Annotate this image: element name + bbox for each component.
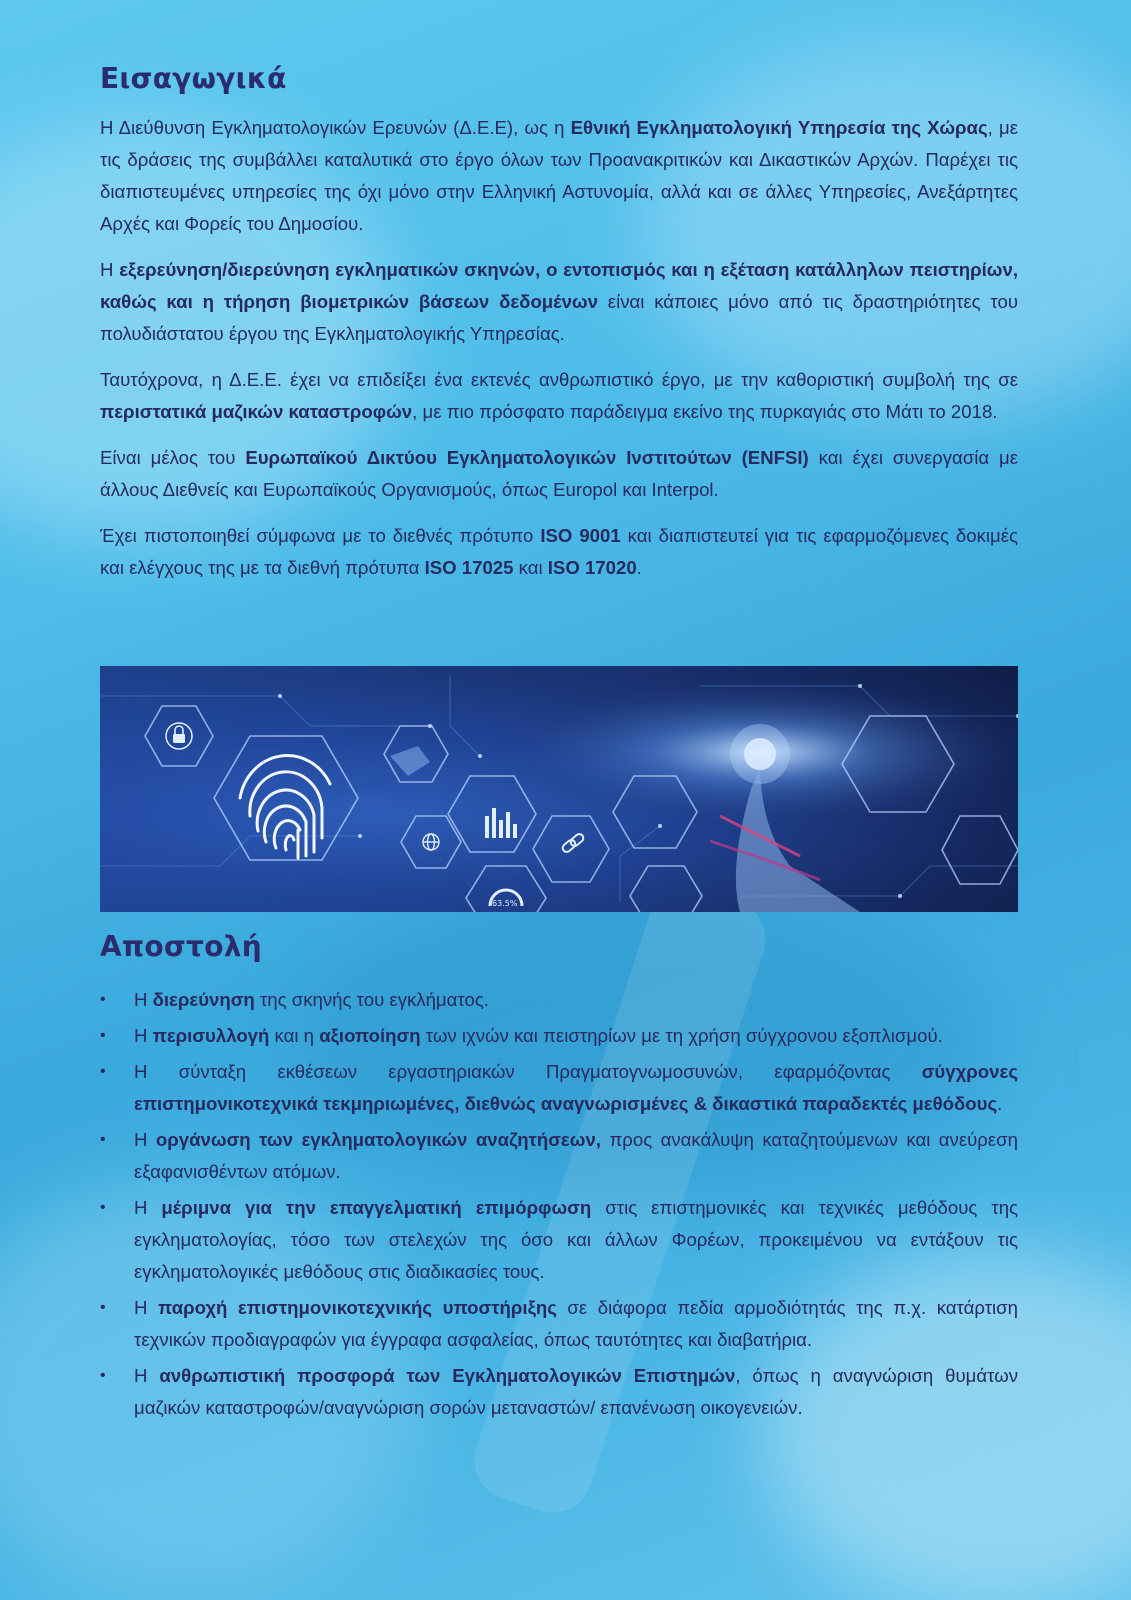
intro-paragraph-4 (100, 442, 1018, 506)
text: Η (134, 989, 153, 1010)
bold-text: εξερεύνηση/διερεύνηση εγκληματικών σκηνών, ο εντοπισμός και η εξέταση κατάλληλων πειστηρίων, καθώς και η τήρηση βιομετρικών βάσεων δεδομένων (100, 259, 1019, 312)
text: και έχει συνεργασία με άλλους Διεθνείς και Ευρωπαϊκούς Οργανισμούς, όπως Europol και Interpol. (100, 447, 1019, 500)
list-item (100, 1192, 1018, 1288)
list-item (100, 1292, 1018, 1356)
text: Είναι μέλος του (100, 447, 246, 468)
bold-text: ISO 17025 (424, 557, 514, 578)
text: , με τις δράσεις της συμβάλλει καταλυτικά στο έργο όλων των Προανακριτικών και Δικαστικών Αρχών. Παρέχει τις διαπιστευμένες υπηρεσίες της όχι μόνο στην Ελληνική Αστυνομία, αλλά και σε άλλες Υπηρεσίες, Ανεξάρτητες Αρχές και Φορείς του Δημοσίου. (100, 117, 1019, 234)
text: των ιχνών και πειστηρίων με τη χρήση σύγχρονου εξοπλισμού. (420, 1025, 943, 1046)
text: . (636, 557, 642, 578)
hero-image (100, 666, 1018, 912)
bold-text: Εθνική Εγκληματολογική Υπηρεσία της Χώρας (570, 117, 988, 138)
bold-text: παροχή επιστημονικοτεχνικής υποστήριξης (157, 1297, 557, 1318)
text: Ταυτόχρονα, η Δ.Ε.Ε. έχει να επιδείξει ένα εκτενές ανθρωπιστικό έργο, με την καθοριστική συμβολή της σε (100, 369, 1018, 390)
text: Η Διεύθυνση Εγκληματολογικών Ερευνών (Δ.Ε.Ε), ως η (100, 117, 571, 138)
text: . (997, 1093, 1003, 1114)
text: Η (134, 1365, 160, 1386)
intro-section (100, 112, 1018, 598)
intro-paragraph-2 (100, 254, 1018, 350)
bullet: • (100, 1367, 106, 1384)
bold-text: Ευρωπαϊκού Δικτύου Εγκληματολογικών Ινστιτούτων (ENFSI) (245, 447, 809, 468)
text: και η (269, 1025, 320, 1046)
bold-text: περισυλλογή (152, 1025, 270, 1046)
mission-title: Αποστολή (100, 930, 263, 963)
text: και διαπιστευτεί για τις εφαρμοζόμενες δοκιμές και ελέγχους της με τα διεθνή πρότυπα (100, 525, 1019, 578)
list-item (100, 1020, 1018, 1052)
bold-text: οργάνωση των εγκληματολογικών αναζητήσεων, (155, 1129, 601, 1150)
text: στις επιστημονικές και τεχνικές μεθόδους της εγκληματολογίας, τόσο των στελεχών της όσο και άλλων Φορέων, προκειμένου να εντάξουν τις εγκληματολογικές μεθόδους στις διαδικασίες τους. (134, 1197, 1019, 1282)
text: Η (134, 1025, 153, 1046)
bold-text: αξιοποίηση (319, 1025, 421, 1046)
bold-text: περιστατικά μαζικών καταστροφών (100, 401, 413, 422)
bullet: • (100, 1027, 106, 1044)
bold-text: μέριμνα για την επαγγελματική επιμόρφωση (161, 1197, 592, 1218)
text: Η (134, 1129, 156, 1150)
bold-text: ανθρωπιστική προσφορά των Εγκληματολογικών Επιστημών (159, 1365, 736, 1386)
bullet: • (100, 1063, 106, 1080)
hero-illustration (100, 666, 1018, 912)
list-item (100, 1056, 1018, 1120)
text: , όπως η αναγνώριση θυμάτων μαζικών καταστροφών/αναγνώριση σορών μεταναστών/ επανένωση οικογενειών. (134, 1365, 1019, 1418)
text: Η (134, 1197, 162, 1218)
intro-paragraph-1 (100, 112, 1018, 240)
mission-list (100, 984, 1018, 1428)
gauge-label: 63.5% (492, 899, 518, 908)
text: είναι κάποιες μόνο από τις δραστηριότητες του πολυδιάστατου έργου της Εγκληματολογικής Υπηρεσίας. (100, 291, 1018, 344)
bold-text: ISO 9001 (540, 525, 621, 546)
list-item (100, 984, 1018, 1016)
text: της σκηνής του εγκλήματος. (254, 989, 489, 1010)
text: Η σύνταξη εκθέσεων εργαστηριακών Πραγματογνωμοσυνών, εφαρμόζοντας (134, 1061, 922, 1082)
bullet: • (100, 1131, 106, 1148)
intro-title: Εισαγωγικά (100, 62, 287, 95)
text: σε διάφορα πεδία αρμοδιότητάς της π.χ. κατάρτιση τεχνικών προδιαγραφών για έγγραφα ασφαλείας, όπως ταυτότητες και διαβατήρια. (134, 1297, 1018, 1350)
bold-text: ISO 17020 (547, 557, 637, 578)
bullet: • (100, 1299, 106, 1316)
intro-paragraph-3 (100, 364, 1018, 428)
bullet: • (100, 1199, 106, 1216)
bold-text: σύγχρονες επιστημονικοτεχνικά τεκμηριωμένες, διεθνώς αναγνωρισμένες & δικαστικά παραδεκτές μεθόδους (134, 1061, 1018, 1114)
text: , με πιο πρόσφατο παράδειγμα εκείνο της πυρκαγιάς στο Μάτι το 2018. (412, 401, 998, 422)
bullet: • (100, 991, 106, 1008)
text: και (513, 557, 548, 578)
intro-paragraph-5 (100, 520, 1018, 584)
bold-text: διερεύνηση (152, 989, 255, 1010)
text: Η (100, 259, 120, 280)
text: Η (134, 1297, 158, 1318)
list-item (100, 1124, 1018, 1188)
text: Έχει πιστοποιηθεί σύμφωνα με το διεθνές πρότυπο (100, 525, 541, 546)
list-item (100, 1360, 1018, 1424)
text: προς ανακάλυψη καταζητούμενων και ανεύρεση εξαφανισθέντων ατόμων. (134, 1129, 1018, 1182)
